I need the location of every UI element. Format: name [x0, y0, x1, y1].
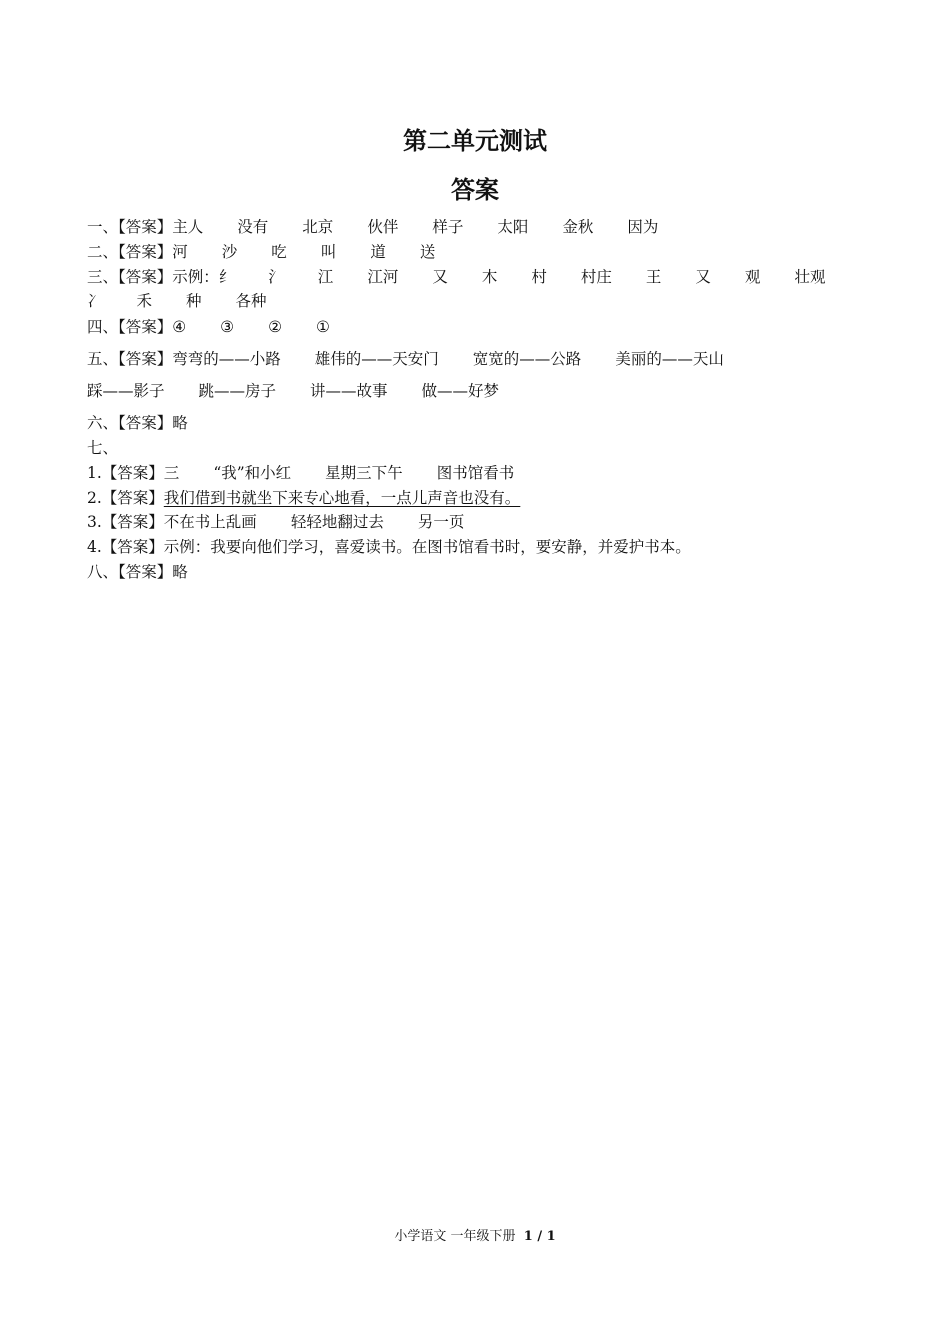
- answer-prefix: 1.【答案】: [87, 464, 164, 482]
- answer-line-7-4: [87, 537, 890, 557]
- answer-item: 又: [432, 268, 448, 286]
- answer-item: 北京: [302, 218, 334, 236]
- answer-item: 雄伟的——天安门: [314, 350, 439, 368]
- answer-item: ④: [172, 318, 187, 336]
- answer-item: 木: [481, 268, 498, 286]
- answer-line-2: [87, 242, 890, 262]
- answer-prefix: 五、【答案】: [87, 350, 173, 368]
- answer-item: 美丽的——天山: [615, 350, 724, 368]
- answer-item: 江河: [367, 268, 399, 286]
- answer-item: 各种: [235, 292, 267, 310]
- answer-item: 又: [695, 268, 711, 286]
- answer-prefix: 4.【答案】: [87, 538, 164, 556]
- underlined-answer: 我们借到书就坐下来专心地看，一点儿声音也没有。: [163, 489, 521, 507]
- answer-item: 氵: [268, 268, 284, 286]
- answer-item: 王: [645, 268, 662, 286]
- answer-item: ②: [268, 318, 282, 336]
- answer-item: 江: [317, 268, 334, 286]
- footer-label: 小学语文 一年级下册: [394, 1229, 516, 1244]
- answer-line-4: [87, 317, 890, 337]
- answer-prefix: 三、【答案】: [87, 268, 173, 286]
- answer-item: 轻轻地翻过去: [290, 513, 384, 531]
- answer-item: “我”和小红: [213, 464, 292, 482]
- answer-line-3: [87, 267, 890, 287]
- answer-item: 主人: [172, 218, 204, 236]
- answer-item: 河: [172, 243, 188, 261]
- answer-item: 没有: [237, 218, 269, 236]
- answer-item: 村: [531, 268, 547, 286]
- answer-item: 太阳: [497, 218, 529, 236]
- answer-item: 村庄: [580, 268, 612, 286]
- answer-item: ①: [315, 318, 330, 336]
- answer-line-5: [87, 349, 890, 369]
- answer-line-7-2: [87, 488, 890, 508]
- answer-prefix: 3.【答案】: [87, 513, 164, 531]
- answer-item: 金秋: [562, 218, 594, 236]
- answer-line-3-continued: [87, 291, 890, 311]
- answer-item: 弯弯的——小路: [172, 350, 281, 368]
- answer-item: 样子: [432, 218, 464, 236]
- answer-item: 三: [163, 464, 180, 482]
- answer-prefix: 一、【答案】: [87, 218, 173, 236]
- answer-prefix: 2.【答案】: [87, 489, 164, 507]
- answer-line-7-3: [87, 512, 890, 532]
- answer-item: 宽宽的——公路: [472, 350, 582, 368]
- section-7-heading: 七、: [87, 439, 119, 457]
- answer-prefix: 四、【答案】: [87, 318, 173, 336]
- answer-item: 示例：纟: [172, 268, 235, 286]
- answer-item: 踩——影子: [87, 382, 165, 400]
- page-subtitle: 答案: [451, 176, 499, 204]
- answer-item: 种: [186, 292, 202, 310]
- answer-item: 送: [419, 243, 436, 261]
- answer-item: 星期三下午: [325, 464, 403, 482]
- answer-item: 做——好梦: [421, 382, 500, 400]
- answer-item: 伙伴: [367, 218, 399, 236]
- answer-item: 叫: [320, 243, 337, 261]
- page-number: 1 / 1: [523, 1229, 556, 1244]
- answer-item: 因为: [627, 218, 659, 236]
- answer-item: ③: [220, 318, 235, 336]
- answer-line-1: [87, 217, 890, 237]
- page-footer: [0, 1228, 950, 1246]
- answer-line-8: 八、【答案】略: [87, 563, 188, 581]
- answer-item: 禾: [136, 292, 153, 310]
- answer-item: 壮观: [794, 268, 826, 286]
- answer-item: 讲——故事: [310, 382, 388, 400]
- page-title: 第二单元测试: [403, 127, 547, 155]
- answer-item: 冫: [87, 292, 103, 310]
- answer-item: 图书馆看书: [436, 464, 515, 482]
- answer-item: 吃: [271, 243, 287, 261]
- answer-item: 另一页: [417, 513, 465, 531]
- answer-line-5-continued: [87, 381, 890, 401]
- answer-line-7-1: [87, 463, 890, 483]
- answer-line-6: 六、【答案】略: [87, 414, 188, 432]
- answer-item: 跳——房子: [198, 382, 277, 400]
- answer-item: 沙: [221, 243, 238, 261]
- answer-prefix: 二、【答案】: [87, 243, 173, 261]
- answer-text: 示例：我要向他们学习，喜爱读书。在图书馆看书时，要安静，并爱护书本。: [163, 538, 691, 556]
- answer-item: 道: [370, 243, 386, 261]
- answer-item: 观: [744, 268, 761, 286]
- answer-item: 不在书上乱画: [163, 513, 257, 531]
